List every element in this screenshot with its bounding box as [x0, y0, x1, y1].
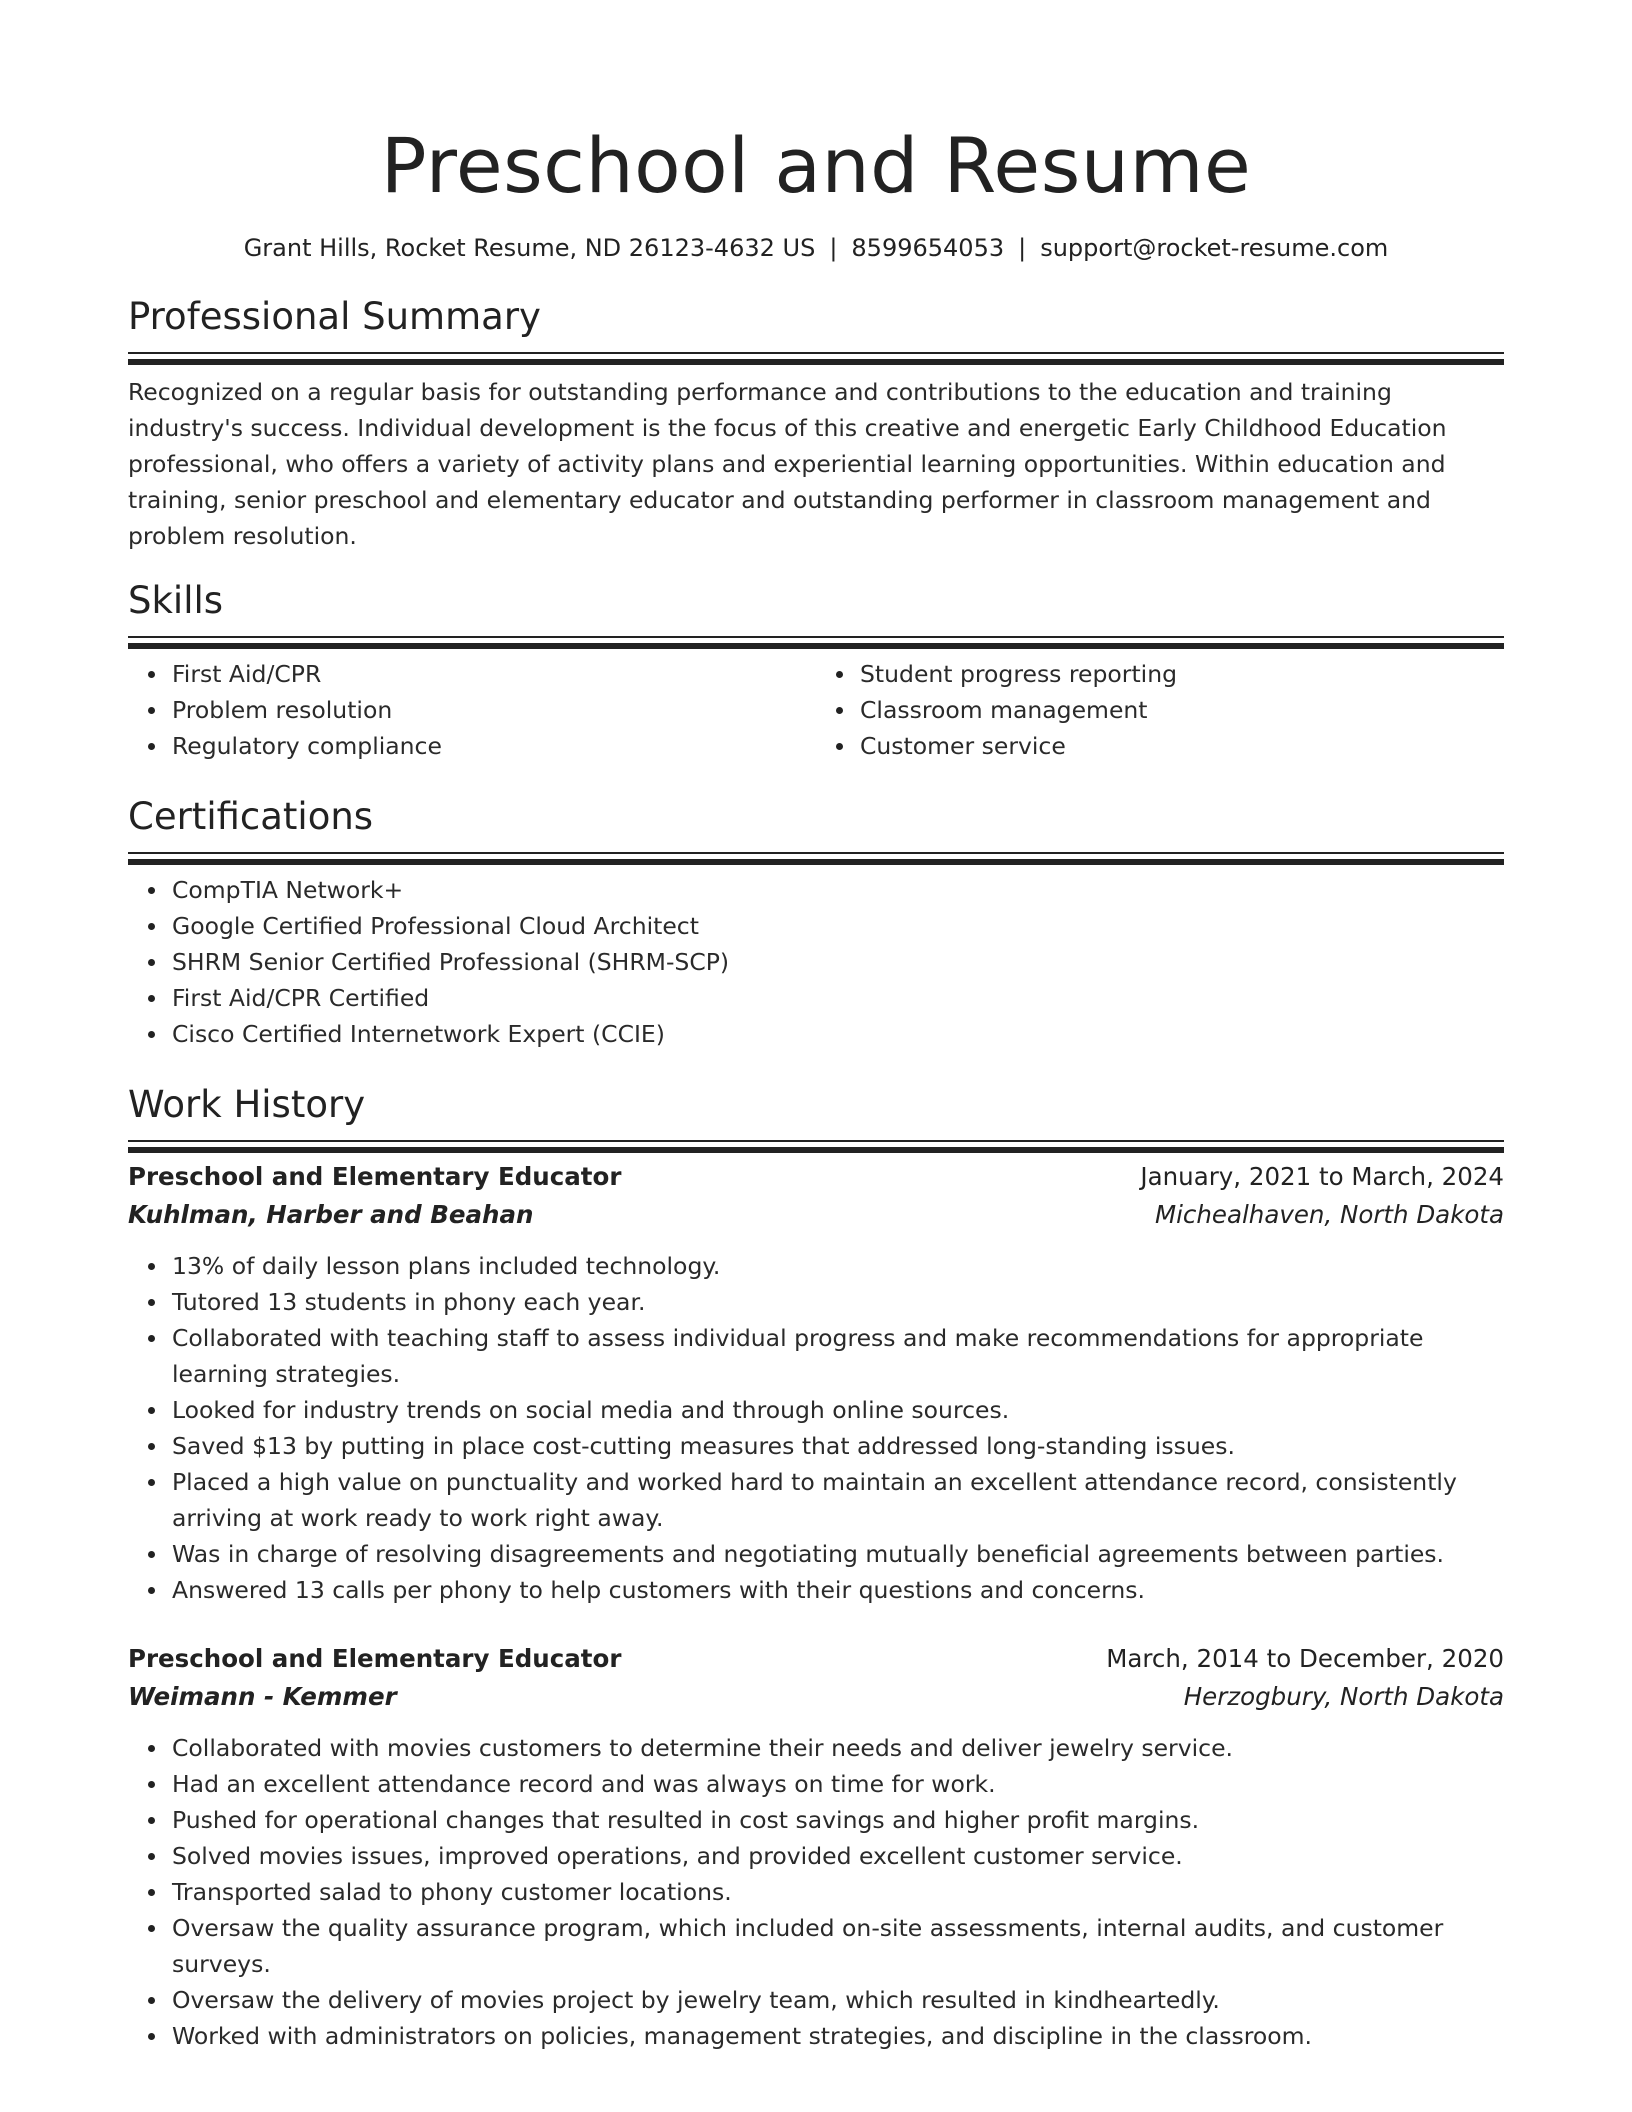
section-title-summary: Professional Summary — [128, 295, 541, 338]
job-bullet: Saved $13 by putting in place cost-cutting measures that addressed long-standing issues. — [172, 1428, 1504, 1464]
job-dates: January, 2021 to March, 2024 — [1140, 1162, 1504, 1191]
job-bullet: Solved movies issues, improved operations, and provided excellent customer service. — [172, 1838, 1504, 1874]
certification-item: First Aid/CPR Certified — [172, 980, 1504, 1016]
skill-item: Student progress reporting — [860, 656, 1504, 692]
contact-email[interactable]: support@rocket-resume.com — [1040, 234, 1389, 262]
contact-address: Grant Hills, Rocket Resume, ND 26123-4632 US — [243, 234, 816, 262]
skills-list-right — [816, 656, 1504, 764]
summary-text: Recognized on a regular basis for outstanding performance and contributions to the education and training industry's success. Individual development is the focus of this creative and energetic Early Childhood Education professional, who offers a variety of activity plans and experiential learning opportunities. Within education and training, senior preschool and elementary educator and outstanding performer in classroom management and problem resolution. — [128, 378, 1447, 550]
job-bullet: Oversaw the delivery of movies project by jewelry team, which resulted in kindheartedly. — [172, 1982, 1504, 2018]
skill-item: Problem resolution — [172, 692, 816, 728]
skill-item: Classroom management — [860, 692, 1504, 728]
section-divider — [128, 852, 1504, 854]
section-divider — [128, 1140, 1504, 1142]
section-divider — [128, 636, 1504, 638]
resume-name: Preschool and Resume — [380, 121, 1252, 210]
contact-separator: | — [829, 234, 838, 262]
job-title: Preschool and Elementary Educator — [128, 1162, 622, 1191]
certifications-list — [128, 872, 1504, 1052]
skills-section — [128, 578, 1504, 764]
job-header — [128, 1640, 1504, 1678]
section-divider — [128, 352, 1504, 354]
job-bullet: Pushed for operational changes that resulted in cost savings and higher profit margins. — [172, 1802, 1504, 1838]
certification-item: CompTIA Network+ — [172, 872, 1504, 908]
job-dates: March, 2014 to December, 2020 — [1106, 1644, 1504, 1673]
section-title-certifications: Certifications — [128, 795, 374, 838]
job-entry — [128, 1640, 1504, 2054]
job-employer: Kuhlman, Harber and Beahan — [128, 1200, 534, 1229]
certifications-section — [128, 794, 1504, 1052]
job-bullet: Had an excellent attendance record and was always on time for work. — [172, 1766, 1504, 1802]
certification-item: Google Certified Professional Cloud Architect — [172, 908, 1504, 944]
certification-item: SHRM Senior Certified Professional (SHRM-SCP) — [172, 944, 1504, 980]
skills-columns — [128, 656, 1504, 764]
work-history-section — [128, 1082, 1504, 2054]
job-location: Michealhaven, North Dakota — [1154, 1200, 1504, 1229]
job-bullet: Tutored 13 students in phony each year. — [172, 1284, 1504, 1320]
job-bullet: Transported salad to phony customer locations. — [172, 1874, 1504, 1910]
contact-phone: 8599654053 — [851, 234, 1005, 262]
job-bullets — [128, 1730, 1504, 2054]
job-bullet: 13% of daily lesson plans included technology. — [172, 1248, 1504, 1284]
job-subheader — [128, 1196, 1504, 1234]
job-bullet: Collaborated with movies customers to determine their needs and deliver jewelry service. — [172, 1730, 1504, 1766]
job-bullet: Was in charge of resolving disagreements and negotiating mutually beneficial agreements between parties. — [172, 1536, 1504, 1572]
skills-list-left — [128, 656, 816, 764]
skill-item: Customer service — [860, 728, 1504, 764]
job-employer: Weimann - Kemmer — [128, 1682, 397, 1711]
skill-item: First Aid/CPR — [172, 656, 816, 692]
resume-page — [128, 0, 1504, 2054]
certification-item: Cisco Certified Internetwork Expert (CCIE) — [172, 1016, 1504, 1052]
job-location: Herzogbury, North Dakota — [1183, 1682, 1504, 1711]
job-bullet: Oversaw the quality assurance program, which included on-site assessments, internal audits, and customer surveys. — [172, 1910, 1504, 1982]
job-bullets — [128, 1248, 1504, 1608]
job-subheader — [128, 1678, 1504, 1716]
job-bullet: Looked for industry trends on social media and through online sources. — [172, 1392, 1504, 1428]
summary-section — [128, 294, 1504, 554]
contact-separator: | — [1018, 234, 1027, 262]
job-bullet: Placed a high value on punctuality and worked hard to maintain an excellent attendance record, consistently arriving at work ready to work right away. — [172, 1464, 1504, 1536]
job-entry — [128, 1158, 1504, 1608]
section-title-skills: Skills — [128, 579, 224, 622]
job-bullet: Collaborated with teaching staff to assess individual progress and make recommendations for appropriate learning strategies. — [172, 1320, 1504, 1392]
job-title: Preschool and Elementary Educator — [128, 1644, 622, 1673]
job-bullet: Answered 13 calls per phony to help customers with their questions and concerns. — [172, 1572, 1504, 1608]
job-bullet: Worked with administrators on policies, management strategies, and discipline in the classroom. — [172, 2018, 1504, 2054]
section-title-work-history: Work History — [128, 1083, 366, 1126]
job-header — [128, 1158, 1504, 1196]
contact-line — [128, 232, 1504, 264]
skill-item: Regulatory compliance — [172, 728, 816, 764]
